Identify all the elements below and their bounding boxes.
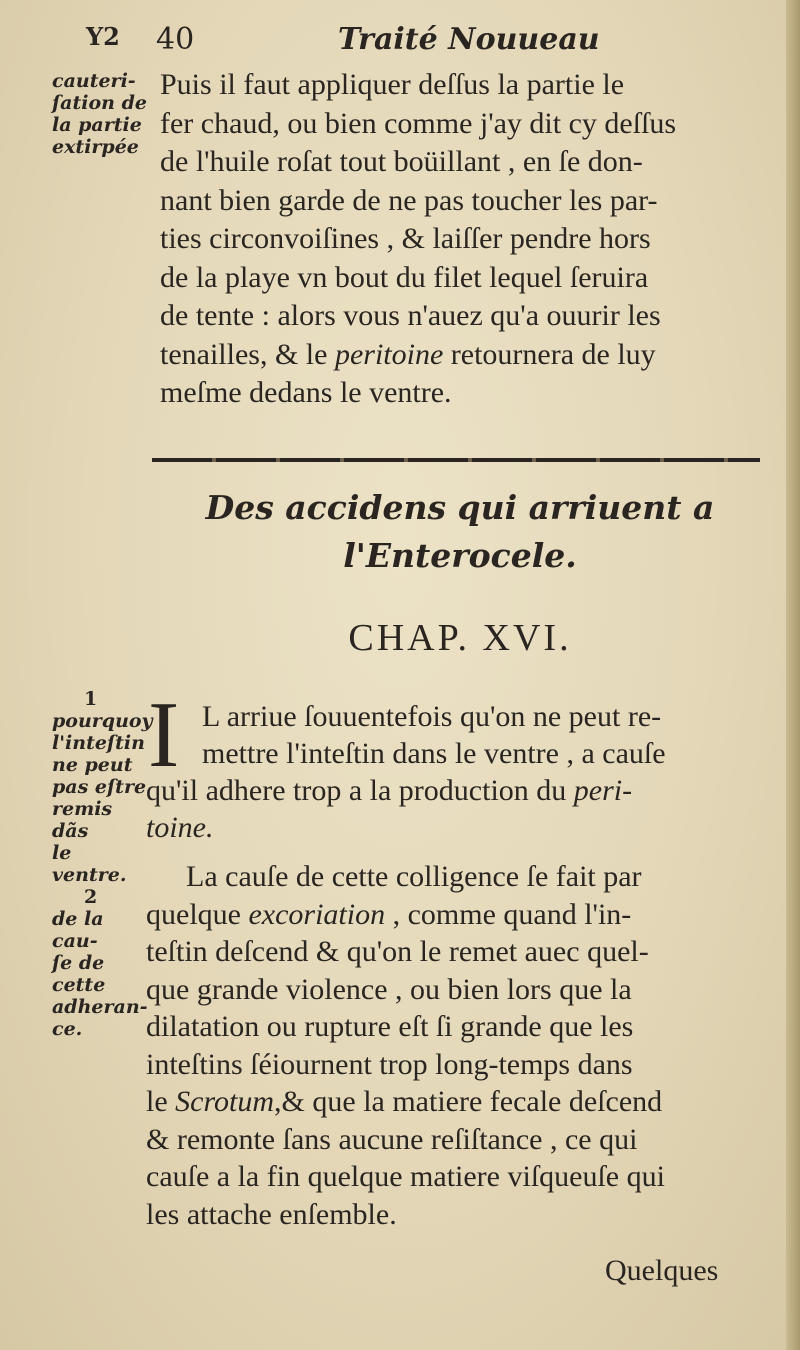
margin-note-line: ſe de cette: [52, 952, 106, 996]
text-line: teſtin deſcend & qu'on le remet auec quel-: [146, 935, 649, 968]
header-signature: Y2: [86, 22, 120, 51]
margin-note-cauterisation: [52, 70, 152, 158]
text-line: toine.: [146, 811, 214, 844]
page-edge: [786, 0, 800, 1350]
page-number: 40: [156, 22, 195, 57]
margin-note-line: pas eſtre: [52, 776, 147, 798]
paragraph-1: [160, 66, 676, 413]
text-line: L arriue ſouuentefois qu'on ne peut re-: [202, 700, 662, 733]
margin-note-line: ce.: [52, 1018, 83, 1040]
italic-term: peri-: [573, 774, 633, 807]
text-line: La cauſe de cette colligence ſe fait par: [186, 860, 642, 893]
text-line: de l'huile roſat tout boüillant , en ſe don-: [160, 145, 643, 178]
margin-note-number: 2: [84, 886, 98, 908]
text-line: ties circonvoiſines , & laiſſer pendre hors: [160, 222, 651, 255]
margin-note-line: pourquoy: [52, 710, 153, 732]
section-title-line-2: l'Enterocele.: [343, 536, 577, 575]
italic-term: Scrotum: [175, 1085, 275, 1118]
margin-note-line: la partie: [52, 114, 142, 136]
text-line: qu'il adhere trop a la production du peri-: [146, 774, 633, 807]
margin-note-line: ne peut: [52, 754, 133, 776]
paragraph-3: [146, 858, 665, 1233]
margin-note-adherence: [52, 688, 152, 1040]
margin-note-line: remis dãs: [52, 798, 113, 842]
margin-note-number: 1: [84, 688, 98, 710]
drop-cap: I: [148, 683, 180, 787]
margin-note-line: le ventre.: [52, 842, 127, 886]
text-line: tenailles, & le peritoine retournera de luy: [160, 337, 656, 371]
margin-note-line: adheran-: [52, 996, 148, 1018]
text-line: meſme dedans le ventre.: [160, 376, 452, 409]
text-line: les attache enſemble.: [146, 1197, 397, 1231]
running-title: Traité Nouueau: [338, 22, 600, 57]
text-line: quelque excoriation , comme quand l'in-: [146, 897, 632, 931]
text-line: dilatation ou rupture eſt ſi grande que les: [146, 1010, 634, 1043]
margin-note-line: ſation de: [52, 92, 147, 114]
text-line: inteſtins ſéiournent trop long-temps dans: [146, 1047, 633, 1081]
italic-term: excoriation: [248, 897, 386, 931]
paragraph-2: [146, 698, 666, 846]
section-divider-rule: [152, 458, 760, 462]
margin-note-line: l'inteſtin: [52, 732, 145, 754]
margin-note-line: cauteri-: [52, 70, 136, 92]
text-line: & remonte ſans aucune reſiſtance , ce qui: [146, 1122, 638, 1156]
margin-note-line: de la cau-: [52, 908, 104, 952]
chapter-heading: CHAP. XVI.: [348, 617, 572, 659]
text-line: mettre l'inteſtin dans le ventre , a cauſe: [202, 737, 666, 770]
text-line: de tente : alors vous n'auez qu'a ouurir les: [160, 299, 661, 332]
text-line: fer chaud, ou bien comme j'ay dit cy deſſus: [160, 106, 677, 140]
text-line: que grande violence , ou bien lors que la: [146, 972, 632, 1006]
text-line: nant bien garde de ne pas toucher les par-: [160, 183, 658, 217]
italic-term: peritoine: [334, 337, 444, 371]
text-line: cauſe a la fin quelque matiere viſqueuſe qui: [146, 1160, 665, 1193]
margin-note-line: extirpée: [52, 136, 139, 158]
catchword: Quelques: [605, 1254, 719, 1287]
section-title-line-1: Des accidens qui arriuent a: [205, 488, 715, 527]
text-line: le Scrotum,& que la matiere fecale deſcend: [146, 1085, 663, 1118]
text-line: de la playe vn bout du filet lequel ſeruira: [160, 260, 649, 294]
text-line: Puis il faut appliquer deſſus la partie le: [160, 68, 625, 101]
